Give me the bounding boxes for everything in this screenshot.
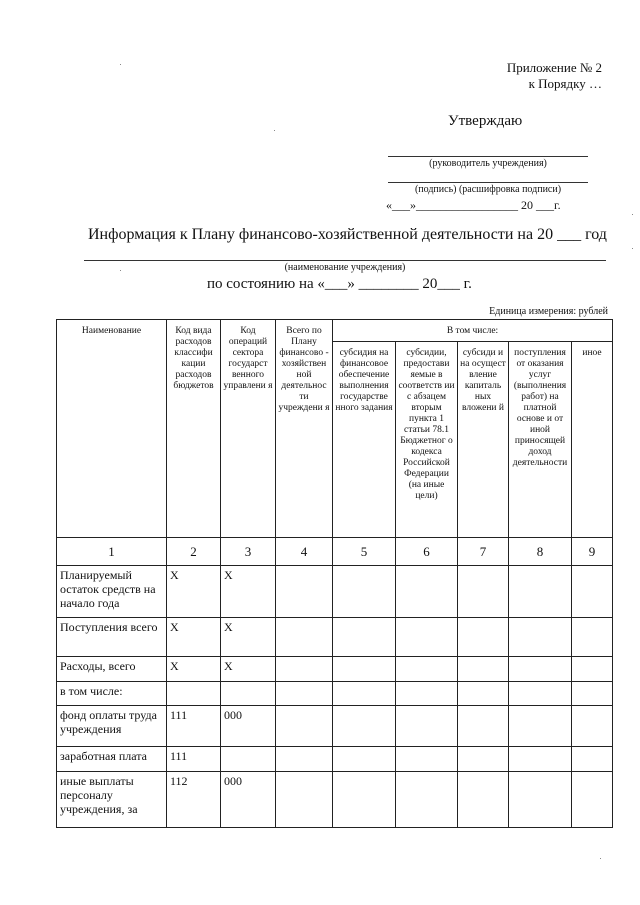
row-cell [333,566,396,618]
row-cell [572,657,613,682]
column-number: 3 [221,538,276,566]
scan-speck [120,270,121,271]
row-cell [458,657,509,682]
table-row [57,706,613,747]
row-operation-code: Х [221,657,276,682]
head-signature-line [388,156,588,157]
column-number: 5 [333,538,396,566]
row-cell [509,657,572,682]
column-number: 7 [458,538,509,566]
scan-speck [274,130,275,131]
row-cell [458,566,509,618]
header-operation-code: Код операций сектора государст венного управлени я [221,320,276,538]
table-row [57,566,613,618]
row-cell [509,772,572,828]
row-cell [509,682,572,706]
row-expense-code: 111 [167,706,221,747]
row-cell [509,566,572,618]
as-of-date-line: по состоянию на «___» ________ 20___ г. [207,276,472,292]
organization-caption: (наименование учреждения) [284,262,406,273]
row-name: в том числе: [57,682,167,706]
column-number: 8 [509,538,572,566]
header-name: Наименование [57,320,167,538]
column-number: 1 [57,538,167,566]
row-cell [333,747,396,772]
row-cell [333,772,396,828]
table-row [57,657,613,682]
row-cell [276,772,333,828]
row-cell [276,706,333,747]
header-subsidy-other-purposes: субсидии, предостави яемые в соответств ии с абзацем вторым пункта 1 статьи 78.1 Бюджетног о кодекса Российской Федерации (на иные цели) [396,342,458,538]
row-cell [276,682,333,706]
row-cell [458,618,509,657]
head-caption: (руководитель учреждения) [429,158,547,169]
row-cell [458,706,509,747]
column-number: 6 [396,538,458,566]
annex-reference [507,60,602,92]
row-operation-code: 000 [221,772,276,828]
row-cell [276,747,333,772]
row-cell [333,682,396,706]
row-cell [396,657,458,682]
row-expense-code: Х [167,566,221,618]
row-expense-code: Х [167,618,221,657]
row-cell [572,566,613,618]
annex-number: Приложение № 2 [506,60,602,75]
row-cell [572,706,613,747]
row-cell [572,772,613,828]
row-name: фонд оплаты труда учреждения [57,706,167,747]
header-expense-code: Код вида расходов классифи кации расходов бюджетов [167,320,221,538]
row-operation-code: Х [221,618,276,657]
row-expense-code: Х [167,657,221,682]
row-operation-code: Х [221,566,276,618]
row-name: иные выплаты персоналу учреждения, за [57,772,167,828]
row-name: Планируемый остаток средств на начало года [57,566,167,618]
row-cell [509,747,572,772]
row-operation-code: 000 [221,706,276,747]
document-title: Информация к Плану финансово-хозяйственной деятельности на 20 ___ год [88,226,607,243]
row-cell [276,657,333,682]
scan-speck [632,214,633,215]
row-operation-code [221,747,276,772]
row-cell [396,618,458,657]
header-subsidy-capital: субсиди и на осущест вление капиталь ных вложени й [458,342,509,538]
row-expense-code: 112 [167,772,221,828]
row-name: заработная плата [57,747,167,772]
row-cell [396,772,458,828]
row-cell [396,747,458,772]
row-cell [458,682,509,706]
row-cell [276,618,333,657]
measurement-unit: Единица измерения: рублей [489,306,608,317]
row-cell [572,618,613,657]
column-number: 2 [167,538,221,566]
row-cell [509,706,572,747]
organization-line [84,260,606,261]
table-row [57,682,613,706]
signature-caption: (подпись) (расшифровка подписи) [414,184,562,195]
signature-line [388,182,588,183]
column-number: 4 [276,538,333,566]
header-including: В том числе: [333,320,613,342]
scan-speck [600,858,601,859]
row-expense-code: 111 [167,747,221,772]
table-row [57,772,613,828]
approval-date-line: «___»_________________ 20 ___г. [386,198,561,212]
row-cell [333,706,396,747]
header-total: Всего по Плану финансово - хозяйствен ной деятельнос ти учреждени я [276,320,333,538]
row-cell [572,747,613,772]
approval-heading: Утверждаю [448,113,523,129]
row-cell [458,772,509,828]
row-cell [396,566,458,618]
header-other: иное [572,342,613,538]
row-cell [396,706,458,747]
table-row [57,747,613,772]
row-cell [509,618,572,657]
scan-speck [632,248,633,249]
row-cell [333,657,396,682]
header-paid-services: поступления от оказания услуг (выполнения работ) на платной основе и от иной приносящей доход деятельности [509,342,572,538]
annex-procedure: к Порядку … [528,76,602,91]
scan-speck [120,64,121,65]
row-cell [333,618,396,657]
financial-plan-table [56,319,613,828]
row-expense-code [167,682,221,706]
row-operation-code [221,682,276,706]
column-number: 9 [572,538,613,566]
row-cell [572,682,613,706]
row-cell [276,566,333,618]
row-name: Расходы, всего [57,657,167,682]
header-subsidy-state-task: субсидия на финансовое обеспечение выполнения государстве нного задания [333,342,396,538]
row-name: Поступления всего [57,618,167,657]
row-cell [396,682,458,706]
row-cell [458,747,509,772]
table-row [57,618,613,657]
